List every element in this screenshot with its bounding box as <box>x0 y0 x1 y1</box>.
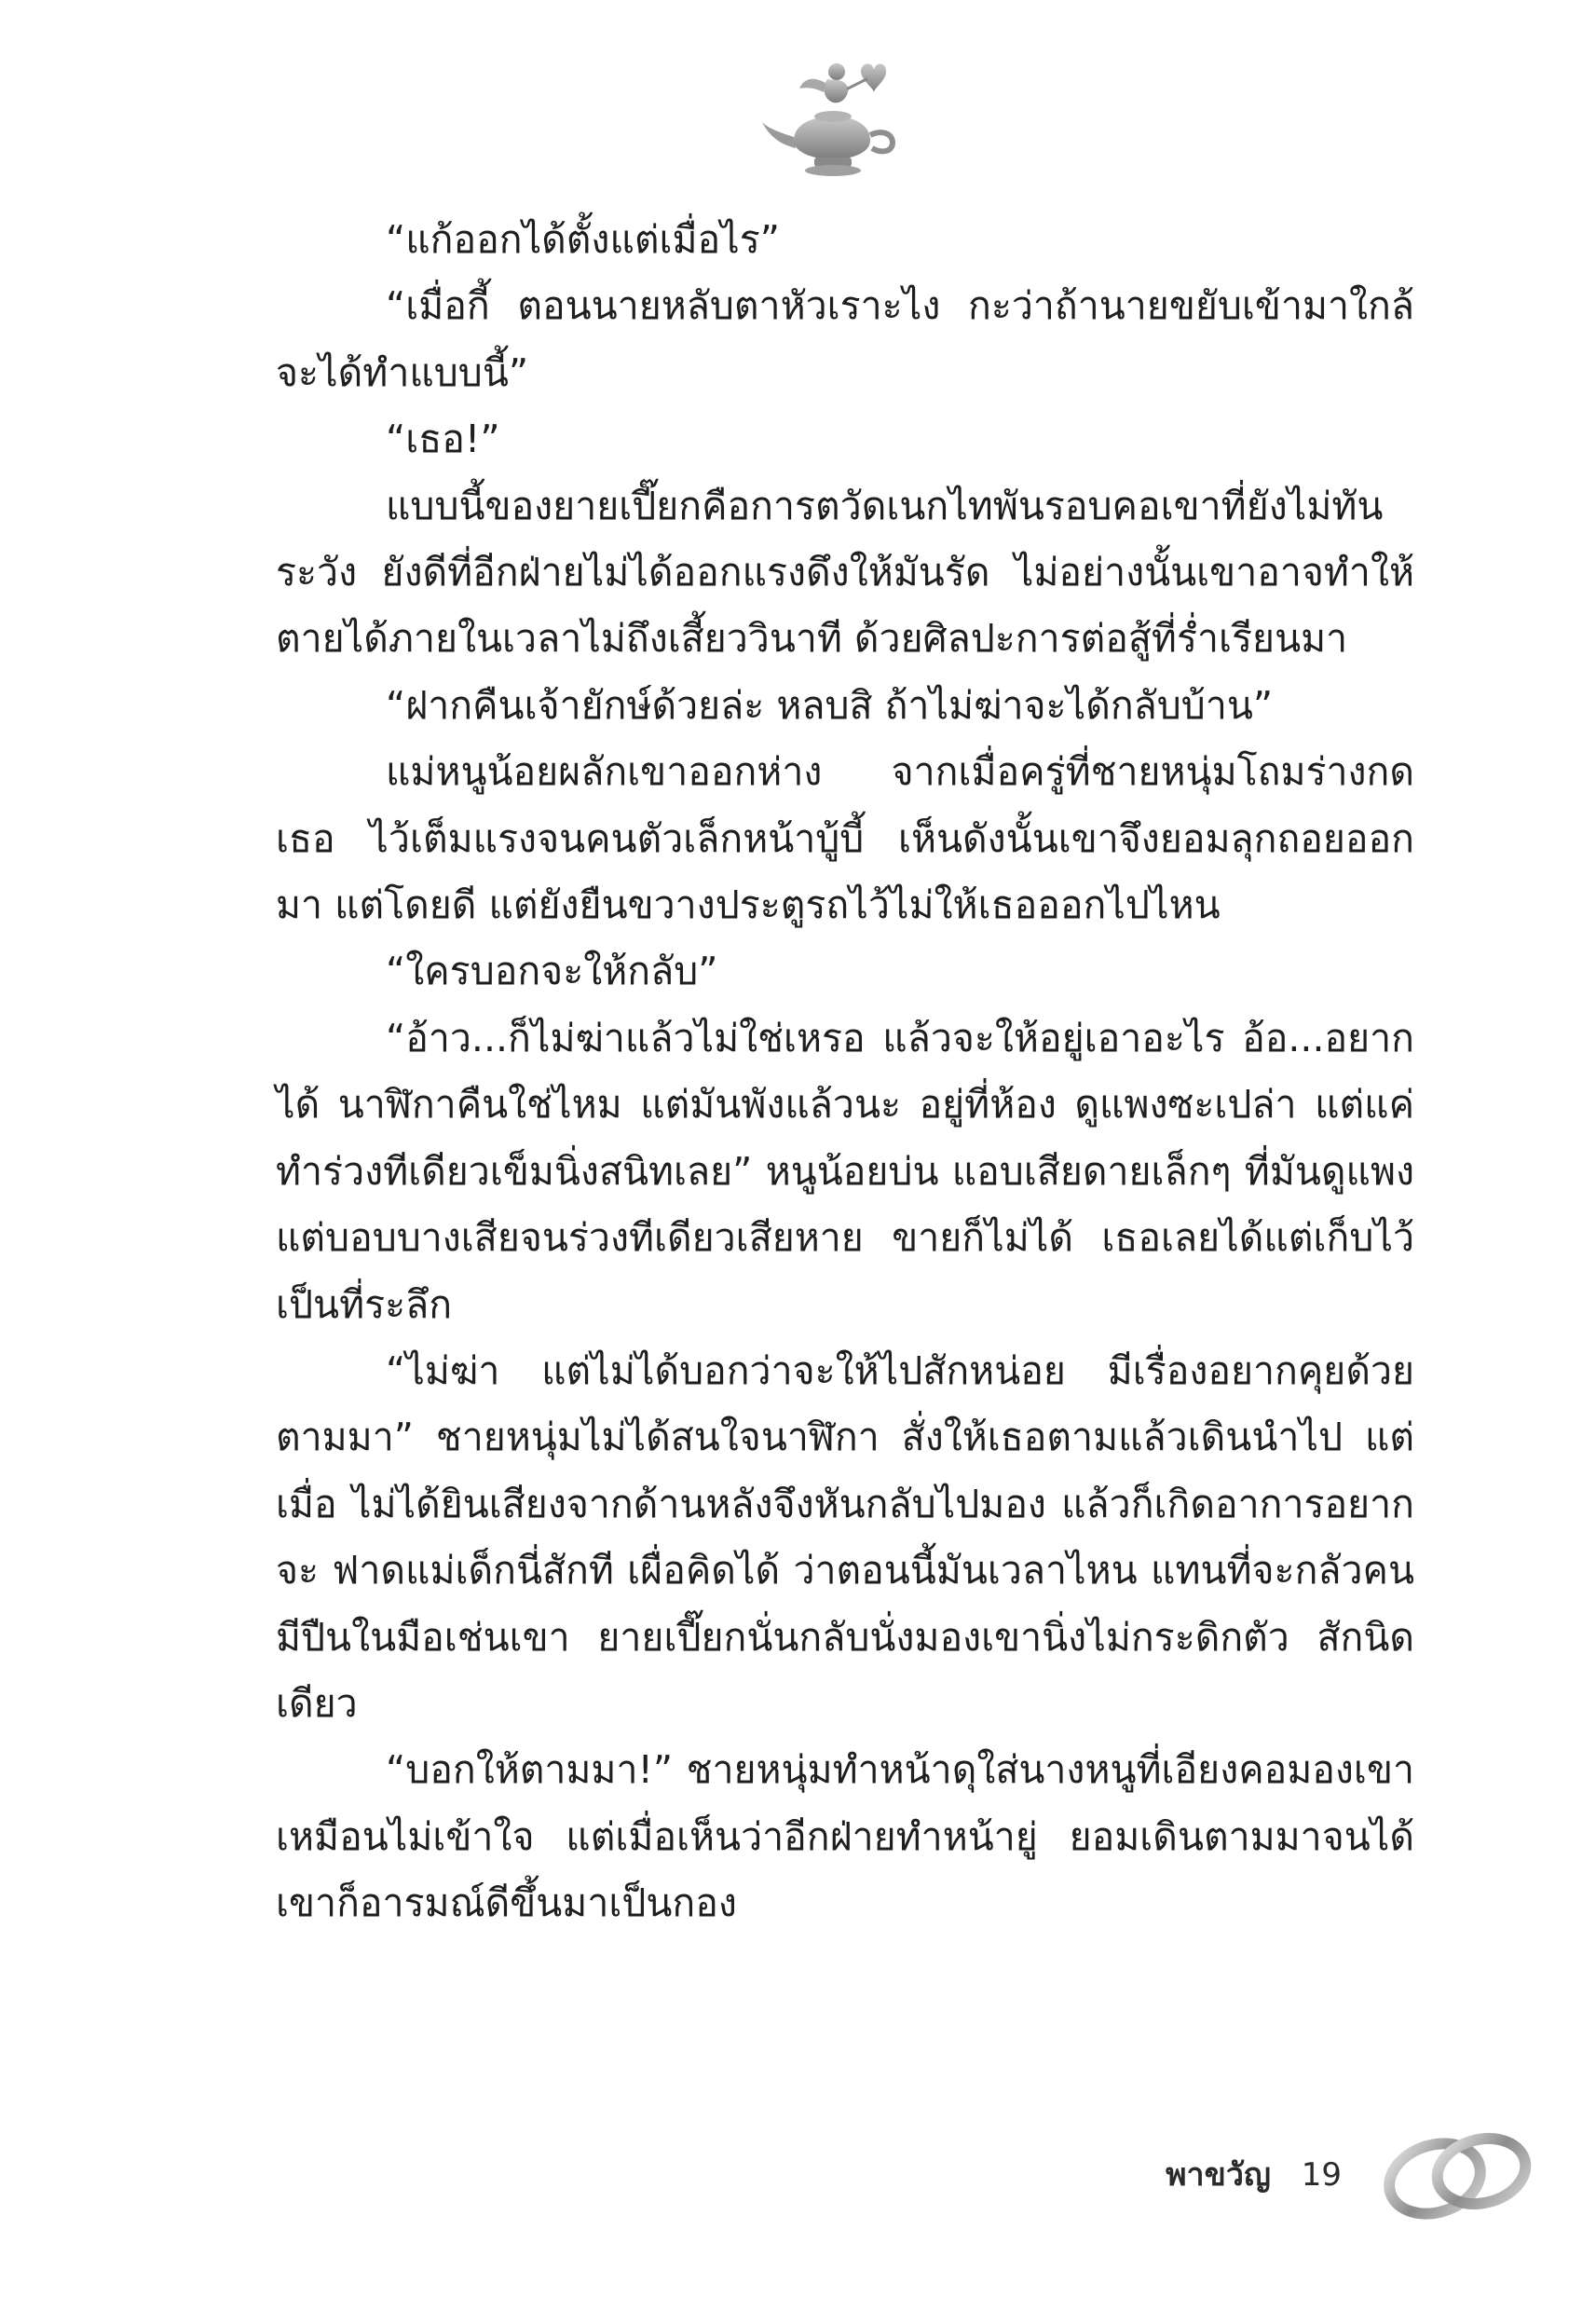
paragraph: “เมื่อกี้ ตอนนายหลับตาหัวเราะไง กะว่าถ้านายขยับเข้ามาใกล้ จะได้ทำแบบนี้” <box>276 283 1414 395</box>
paragraph: แม่หนูน้อยผลักเขาออกห่าง จากเมื่อครู่ที่ชายหนุ่มโถมร่างกดเธอ ไว้เต็มแรงจนคนตัวเล็กหน้าบู้บี้ เห็นดังนั้นเขาจึงยอมลุกถอยออกมา แต่โดยดี แต่ยังยืนขวางประตูรถไว้ไม่ให้เธอออกไปไหน <box>276 749 1414 928</box>
paragraph: แบบนี้ของยายเปี๊ยกคือการตวัดเนกไทพันรอบคอเขาที่ยังไม่ทัน ระวัง ยังดีที่อีกฝ่ายไม่ได้ออกแรงดึงให้มันรัด ไม่อย่างนั้นเขาอาจทำให้ ตายได้ภายในเวลาไม่ถึงเสี้ยววินาที ด้วยศิลปะการต่อสู้ที่ร่ำเรียนมา <box>276 483 1414 662</box>
paragraph: “บอกให้ตามมา!” ชายหนุ่มทำหน้าดุใส่นางหนูที่เอียงคอมองเขา เหมือนไม่เข้าใจ แต่เมื่อเห็นว่าอีกฝ่ายทำหน้ายู่ ยอมเดินตามมาจนได้ เขาก็อารมณ์ดีขึ้นมาเป็นกอง <box>276 1747 1414 1926</box>
page-footer <box>1006 2149 1342 2199</box>
paragraph: “ไม่ฆ่า แต่ไม่ได้บอกว่าจะให้ไปสักหน่อย มีเรื่องอยากคุยด้วย ตามมา” ชายหนุ่มไม่ได้สนใจนาฬิกา สั่งให้เธอตามแล้วเดินนำไป แต่เมื่อ ไม่ได้ยินเสียงจากด้านหลังจึงหันกลับไปมอง แล้วก็เกิดอาการอยากจะ ฟาดแม่เด็กนี่สักที เผื่อคิดได้ ว่าตอนนี้มันเวลาไหน แทนที่จะกลัวคน มีปืนในมือเช่นเขา ยายเปี๊ยกนั่นกลับนั่งมองเขานิ่งไม่กระดิกตัว สักนิดเดียว <box>276 1347 1414 1726</box>
paragraph: “ฝากคืนเจ้ายักษ์ด้วยล่ะ หลบสิ ถ้าไม่ฆ่าจะได้กลับบ้าน” <box>386 682 1274 728</box>
paragraph: “แก้ออกได้ตั้งแต่เมื่อไร” <box>386 217 781 262</box>
body-text <box>276 207 1414 1937</box>
paragraph: “อ้าว...ก็ไม่ฆ่าแล้วไม่ใช่เหรอ แล้วจะให้อยู่เอาอะไร อ้อ...อยากได้ นาฬิกาคืนใช่ไหม แต่มันพังแล้วนะ อยู่ที่ห้อง ดูแพงซะเปล่า แต่แค่ ทำร่วงทีเดียวเข็มนิ่งสนิทเลย” หนูน้อยบ่น แอบเสียดายเล็กๆ ที่มันดูแพง แต่บอบบางเสียจนร่วงทีเดียวเสียหาย ขายก็ไม่ได้ เธอเลยได้แต่เก็บไว้ เป็นที่ระลึก <box>276 1015 1414 1327</box>
paragraph: “ใครบอกจะให้กลับ” <box>386 949 718 994</box>
wedding-rings-icon <box>1377 2123 1540 2225</box>
book-title: พาขวัญ <box>1166 2156 1271 2194</box>
cupid-lamp-icon <box>757 51 906 182</box>
page-number: 19 <box>1301 2156 1342 2194</box>
paragraph: “เธอ!” <box>386 417 500 462</box>
